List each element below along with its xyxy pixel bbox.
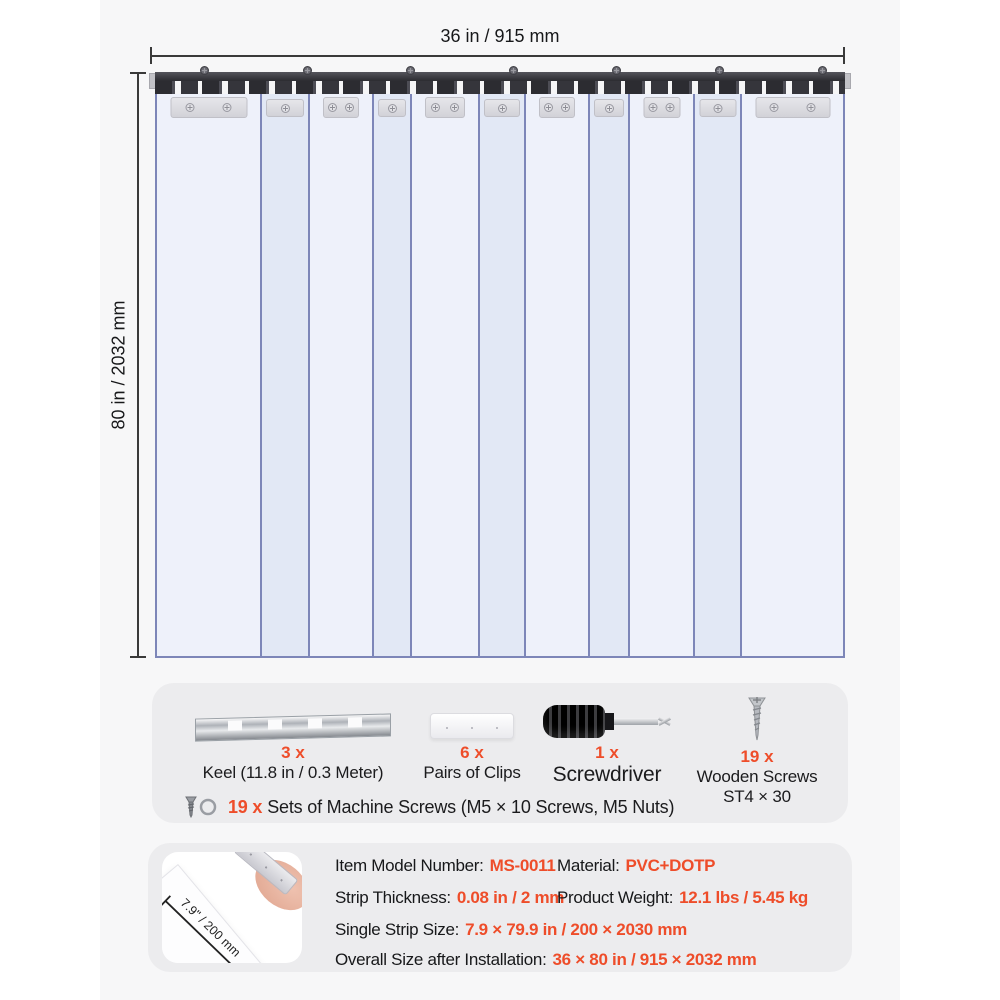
strip-segment	[526, 94, 590, 656]
rail-screw-icon	[818, 66, 827, 75]
plate-screw-icon	[544, 103, 553, 112]
plate-screw-icon	[281, 104, 290, 113]
mounting-plate	[594, 99, 624, 117]
height-dimension-label: 80 in / 2032 mm	[108, 300, 129, 430]
plate-screw-icon	[806, 103, 815, 112]
mounting-plate	[484, 99, 520, 117]
accessory-keel	[168, 693, 418, 783]
strip-segment	[630, 94, 695, 656]
wood-screw-icon	[747, 695, 767, 743]
mounting-plate	[378, 99, 406, 117]
spec-thickness: Strip Thickness: 0.08 in / 2 mm	[335, 888, 565, 907]
plate-screw-icon	[648, 103, 657, 112]
strip-overlap-segment	[262, 94, 310, 656]
accessory-clips	[397, 693, 547, 783]
height-dimension-tick-bottom	[130, 656, 146, 658]
plate-screw-icon	[770, 103, 779, 112]
spec-model: Item Model Number: MS-0011	[335, 856, 556, 875]
plate-screw-icon	[561, 103, 570, 112]
plate-screw-icon	[345, 103, 354, 112]
plate-screw-icon	[498, 104, 507, 113]
plate-screw-icon	[605, 104, 614, 113]
mounting-rail	[155, 72, 845, 94]
accessory-screwdriver	[532, 693, 682, 788]
wood-screws-qty: 19 x	[740, 747, 774, 766]
clips-label: Pairs of Clips	[423, 763, 521, 782]
keel-label: Keel (11.8 in / 0.3 Meter)	[202, 763, 384, 782]
screwdriver-icon	[543, 703, 671, 739]
width-dimension-tick-right	[843, 47, 845, 64]
screwdriver-label: Screwdriver	[552, 763, 662, 786]
plate-screw-icon	[431, 103, 440, 112]
height-dimension-line	[137, 73, 139, 658]
accessories-box	[152, 683, 848, 823]
keel-qty: 3 x	[281, 743, 305, 762]
strip-width-arrow	[162, 852, 302, 963]
plate-screw-icon	[450, 103, 459, 112]
screwdriver-qty: 1 x	[595, 743, 619, 762]
rail-screw-icon	[200, 66, 209, 75]
machine-screw-icon	[182, 795, 220, 819]
mounting-plate	[699, 99, 736, 117]
wood-screws-size: ST4 × 30	[723, 787, 791, 807]
strip-overlap-segment	[480, 94, 526, 656]
curtain-strips	[155, 94, 845, 658]
rail-screw-icon	[715, 66, 724, 75]
mounting-plate	[170, 97, 247, 118]
spec-strip-size: Single Strip Size: 7.9 × 79.9 in / 200 × 2030 mm	[335, 920, 687, 939]
width-dimension-line	[151, 55, 844, 57]
plate-screw-icon	[223, 103, 232, 112]
mounting-plate	[539, 97, 575, 118]
strip-sample-label: 7.9" / 200 mm	[177, 895, 244, 960]
rail-screw-icon	[303, 66, 312, 75]
mounting-plate	[755, 97, 830, 118]
plate-screw-icon	[328, 103, 337, 112]
strip-sample-image	[162, 852, 302, 963]
clips-qty: 6 x	[460, 743, 484, 762]
rail-end-cap-right	[844, 73, 851, 89]
spec-overall-size: Overall Size after Installation: 36 × 80 in / 915 × 2032 mm	[335, 950, 757, 969]
plate-screw-icon	[388, 104, 397, 113]
strip-overlap-segment	[695, 94, 742, 656]
keel-icon	[195, 713, 391, 741]
width-dimension-label: 36 in / 915 mm	[440, 26, 560, 46]
accessory-wood-screws	[682, 691, 832, 807]
plate-screw-icon	[666, 103, 675, 112]
machine-screws-label: Sets of Machine Screws (M5 × 10 Screws, M5 Nuts)	[267, 796, 675, 817]
machine-screws-row	[182, 795, 674, 819]
spec-material: Material: PVC+DOTP	[557, 856, 716, 875]
clips-icon	[430, 713, 514, 739]
plate-screw-icon	[185, 103, 194, 112]
rail-screw-icon	[612, 66, 621, 75]
specs-box	[148, 843, 852, 972]
machine-screws-qty: 19 x	[228, 796, 263, 817]
strip-segment	[310, 94, 374, 656]
strip-segment	[742, 94, 843, 656]
mounting-plate	[643, 97, 680, 118]
strip-overlap-segment	[590, 94, 630, 656]
wood-screws-label: Wooden Screws	[696, 767, 818, 786]
strip-segment	[412, 94, 480, 656]
width-dimension-tick-left	[150, 47, 152, 64]
plate-screw-icon	[713, 104, 722, 113]
spec-weight: Product Weight: 12.1 lbs / 5.45 kg	[557, 888, 808, 907]
mounting-plate	[266, 99, 304, 117]
rail-screw-icon	[509, 66, 518, 75]
rail-bar	[155, 72, 845, 81]
strip-segment	[157, 94, 262, 656]
rail-clip-row	[155, 81, 845, 94]
height-dimension-tick-top	[130, 72, 146, 74]
strip-overlap-segment	[374, 94, 412, 656]
mounting-plate	[323, 97, 359, 118]
mounting-plate	[425, 97, 465, 118]
rail-screw-icon	[406, 66, 415, 75]
